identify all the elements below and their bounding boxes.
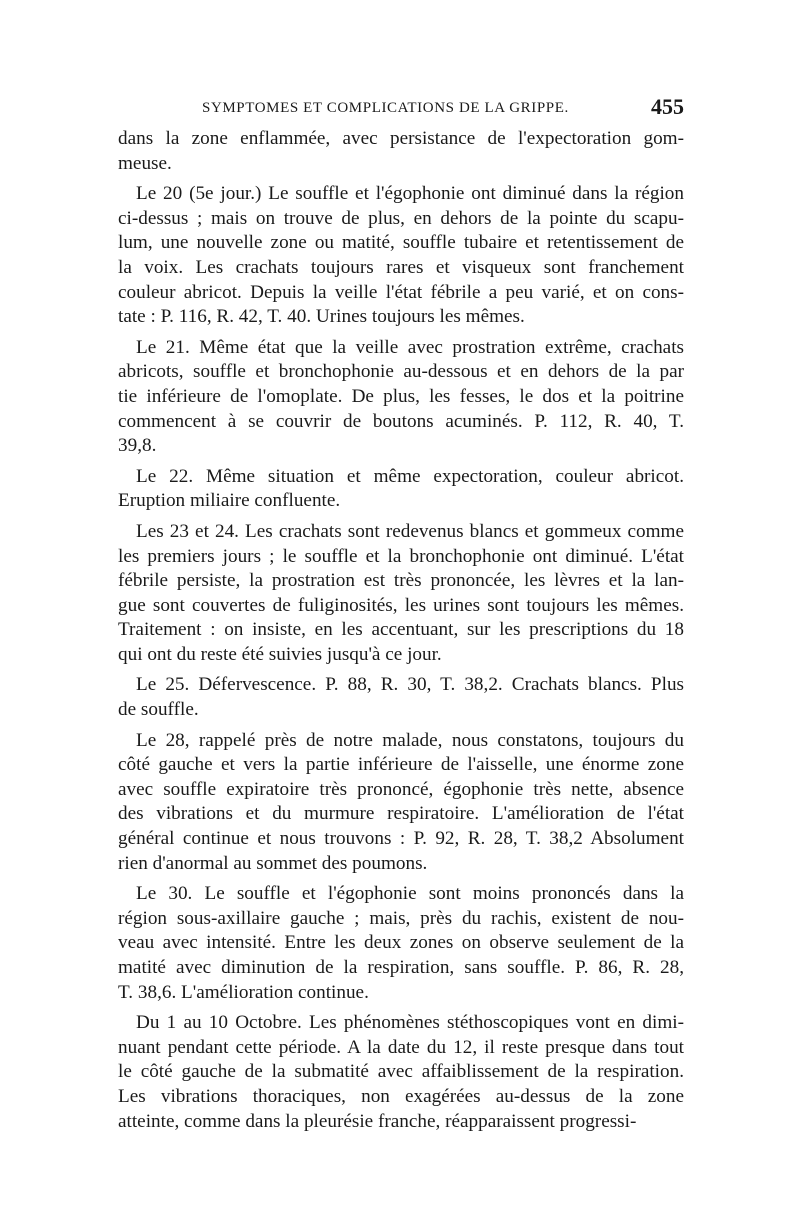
text-line: fébrile persiste, la prostration est très prononcée, les lèvres et la lan-: [118, 570, 684, 592]
text-line: T. 38,6. L'amélioration continue.: [118, 981, 369, 1003]
text-line: Du 1 au 10 Octobre. Les phénomènes stéthoscopiques vont en dimi-: [136, 1012, 684, 1034]
text-line: Eruption miliaire confluente.: [118, 490, 341, 512]
text-line: ci-dessus ; mais on trouve de plus, en dehors de la pointe du scapu-: [118, 207, 684, 229]
text-line: région sous-axillaire gauche ; mais, près du rachis, existent de nou-: [118, 907, 684, 929]
text-line: abricots, souffle et bronchophonie au-dessous et en dehors de la par: [118, 361, 684, 383]
text-line: les premiers jours ; le souffle et la bronchophonie ont diminué. L'état: [118, 545, 684, 567]
text-line: rien d'anormal au sommet des poumons.: [118, 852, 428, 874]
page-number: 455: [651, 94, 684, 119]
paragraph: [118, 336, 684, 459]
text-line: général continue et nous trouvons : P. 92, R. 28, T. 38,2 Absolument: [118, 828, 684, 850]
paragraph: [118, 182, 684, 330]
text-line: côté gauche et vers la partie inférieure de l'aisselle, une énorme zone: [118, 754, 684, 776]
text-line: de souffle.: [118, 699, 199, 721]
body-text: [118, 127, 684, 1140]
text-line: dans la zone enflammée, avec persistance de l'expectoration gom-: [118, 128, 684, 149]
text-line: meuse.: [118, 152, 172, 174]
text-line: gue sont couvertes de fuliginosités, les urines sont toujours les mêmes.: [118, 594, 684, 616]
paragraph: [118, 882, 684, 1005]
running-title: SYMPTOMES ET COMPLICATIONS DE LA GRIPPE.: [202, 100, 569, 116]
text-line: Le 20 (5e jour.) Le souffle et l'égophonie ont diminué dans la région: [136, 183, 684, 205]
paragraph: [118, 1011, 684, 1134]
text-line: Le 30. Le souffle et l'égophonie sont moins prononcés dans la: [136, 883, 684, 905]
text-line: atteinte, comme dans la pleurésie franche, réapparaissent progressi-: [118, 1110, 637, 1132]
text-line: lum, une nouvelle zone ou matité, souffle tubaire et retentissement de: [118, 232, 684, 254]
text-line: veau avec intensité. Entre les deux zones on observe seulement de la: [118, 932, 684, 954]
text-line: 39,8.: [118, 435, 157, 457]
text-line: qui ont du reste été suivies jusqu'à ce jour.: [118, 643, 442, 665]
text-line: Les 23 et 24. Les crachats sont redevenus blancs et gommeux comme: [136, 520, 684, 542]
text-line: Le 21. Même état que la veille avec prostration extrême, crachats: [136, 336, 684, 358]
text-line: tie inférieure de l'omoplate. De plus, les fesses, le dos et la poitrine: [118, 385, 684, 407]
text-line: tate : P. 116, R. 42, T. 40. Urines toujours les mêmes.: [118, 306, 525, 328]
text-line: commencent à se couvrir de boutons acuminés. P. 112, R. 40, T.: [118, 410, 684, 432]
text-line: couleur abricot. Depuis la veille l'état fébrile a peu varié, et on cons-: [118, 281, 684, 303]
text-line: le côté gauche de la submatité avec affaiblissement de la respiration.: [118, 1061, 684, 1083]
text-line: matité avec diminution de la respiration, sans souffle. P. 86, R. 28,: [118, 957, 684, 978]
paragraph: [118, 465, 684, 514]
paragraph: [118, 127, 684, 176]
text-line: Le 22. Même situation et même expectoration, couleur abricot.: [136, 465, 684, 487]
text-line: des vibrations et du murmure respiratoire. L'amélioration de l'état: [118, 803, 684, 825]
text-line: nuant pendant cette période. A la date du 12, il reste presque dans tout: [118, 1036, 684, 1058]
text-line: Les vibrations thoraciques, non exagérées au-dessus de la zone: [118, 1085, 684, 1107]
text-line: Le 25. Défervescence. P. 88, R. 30, T. 38,2. Crachats blancs. Plus: [136, 674, 684, 696]
paragraph: [118, 673, 684, 722]
paragraph: [118, 520, 684, 668]
text-line: Le 28, rappelé près de notre malade, nous constatons, toujours du: [136, 729, 684, 751]
text-line: Traitement : on insiste, en les accentuant, sur les prescriptions du 18: [118, 619, 684, 641]
text-line: avec souffle expiratoire très prononcé, égophonie très nette, absence: [118, 778, 684, 800]
running-head: [118, 94, 684, 124]
paragraph: [118, 729, 684, 877]
text-line: la voix. Les crachats toujours rares et visqueux sont franchement: [118, 256, 684, 278]
